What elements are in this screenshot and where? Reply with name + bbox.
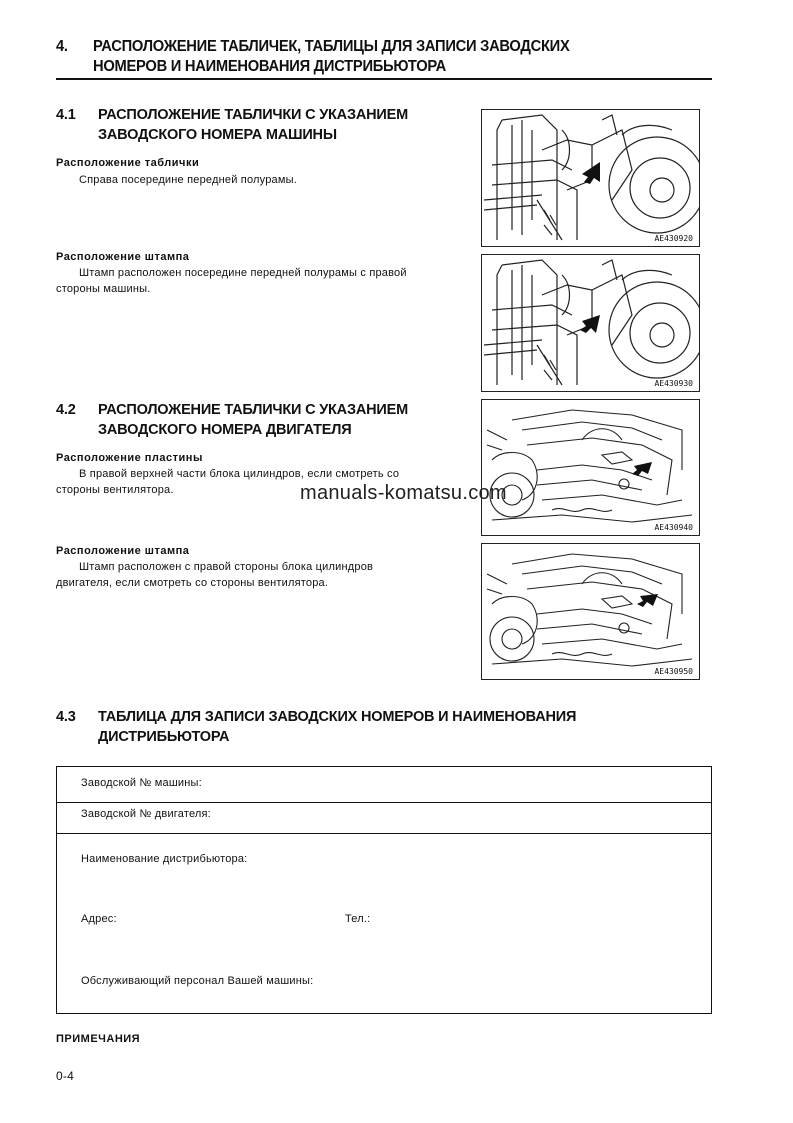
arrow-icon — [637, 594, 658, 607]
engine-stamp-illustration — [482, 544, 699, 679]
s41-title-line1: РАСПОЛОЖЕНИЕ ТАБЛИЧКИ С УКАЗАНИЕМ — [98, 107, 408, 123]
figure-code: AE430920 — [654, 234, 693, 243]
address-label: Адрес: — [81, 913, 117, 925]
machine-serial-label: Заводской № машины: — [81, 777, 202, 789]
figure-code: AE430940 — [654, 523, 693, 532]
s43-number: 4.3 — [56, 709, 76, 725]
section-rule — [56, 78, 712, 80]
engine-serial-label: Заводской № двигателя: — [81, 808, 211, 820]
figure-code: AE430950 — [654, 667, 693, 676]
s42-stamp-text-line1: Штамп расположен с правой стороны блока цилиндров — [79, 561, 374, 573]
table-divider — [57, 802, 711, 803]
s41-title-line2: ЗАВОДСКОГО НОМЕРА МАШИНЫ — [98, 127, 337, 143]
serial-record-table — [56, 766, 712, 1014]
s43-title-line1: ТАБЛИЦА ДЛЯ ЗАПИСИ ЗАВОДСКИХ НОМЕРОВ И НАИМЕНОВАНИЯ — [98, 709, 577, 725]
s42-plate-heading: Расположение пластины — [56, 452, 203, 464]
arrow-icon — [580, 315, 600, 333]
table-divider — [57, 833, 711, 834]
arrow-icon — [582, 162, 600, 184]
notes-heading: ПРИМЕЧАНИЯ — [56, 1033, 141, 1045]
s41-plate-text: Справа посередине передней полурамы. — [79, 174, 297, 186]
phone-label: Тел.: — [345, 913, 371, 925]
s42-title-line1: РАСПОЛОЖЕНИЕ ТАБЛИЧКИ С УКАЗАНИЕМ — [98, 402, 408, 418]
section-title-line2: НОМЕРОВ И НАИМЕНОВАНИЯ ДИСТРИБЬЮТОРА — [93, 58, 447, 75]
s41-stamp-text-line2: стороны машины. — [56, 283, 151, 295]
section-number: 4. — [56, 38, 68, 55]
s42-plate-text-line1: В правой верхней части блока цилиндров, если смотреть со — [79, 468, 400, 480]
figure-engine-stamp — [481, 543, 700, 680]
arrow-icon — [632, 462, 652, 476]
figure-code: AE430930 — [654, 379, 693, 388]
service-staff-label: Обслуживающий персонал Вашей машины: — [81, 975, 314, 987]
watermark: manuals-komatsu.com — [300, 482, 507, 504]
machine-stamp-illustration — [482, 255, 699, 391]
distributor-label: Наименование дистрибьютора: — [81, 853, 248, 865]
s41-plate-heading: Расположение таблички — [56, 157, 200, 169]
figure-machine-stamp — [481, 254, 700, 392]
s42-plate-text-line2: стороны вентилятора. — [56, 484, 174, 496]
s41-stamp-heading: Расположение штампа — [56, 251, 190, 263]
s41-stamp-text-line1: Штамп расположен посередине передней полурамы с правой — [79, 267, 407, 279]
section-title-line1: РАСПОЛОЖЕНИЕ ТАБЛИЧЕК, ТАБЛИЦЫ ДЛЯ ЗАПИСИ ЗАВОДСКИХ — [93, 38, 570, 55]
machine-plate-illustration — [482, 110, 699, 246]
s41-number: 4.1 — [56, 107, 76, 123]
s42-stamp-text-line2: двигателя, если смотреть со стороны вентилятора. — [56, 577, 329, 589]
figure-engine-plate — [481, 399, 700, 536]
page-number: 0-4 — [56, 1069, 74, 1083]
s42-stamp-heading: Расположение штампа — [56, 545, 190, 557]
s42-number: 4.2 — [56, 402, 76, 418]
figure-machine-plate — [481, 109, 700, 247]
s42-title-line2: ЗАВОДСКОГО НОМЕРА ДВИГАТЕЛЯ — [98, 422, 352, 438]
engine-plate-illustration — [482, 400, 699, 535]
s43-title-line2: ДИСТРИБЬЮТОРА — [98, 729, 230, 745]
